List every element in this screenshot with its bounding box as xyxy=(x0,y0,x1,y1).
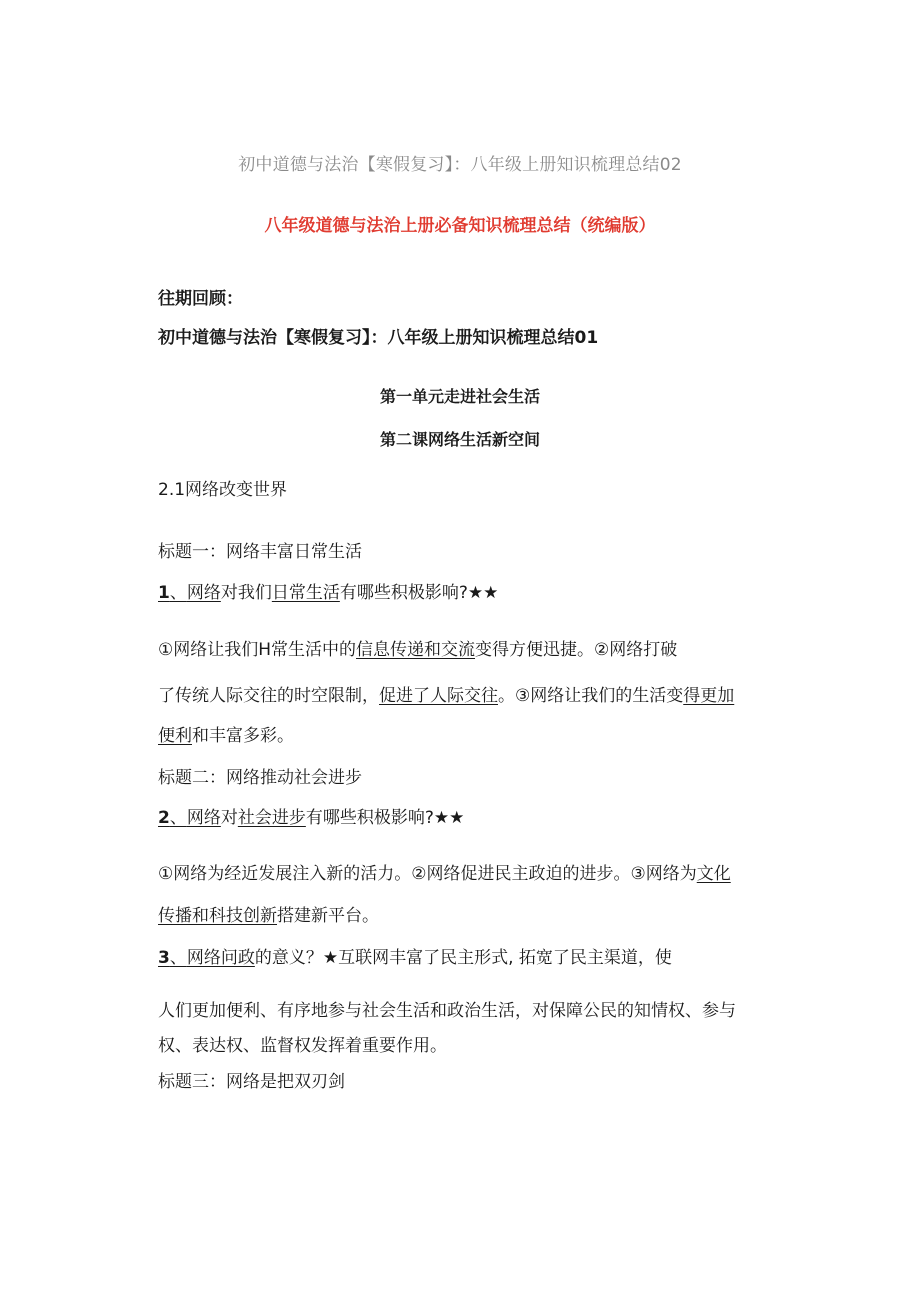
answer-2-line-2 xyxy=(158,904,379,928)
question-3-text: 的意义？★互联网丰富了民主形式, 拓宽了民主渠道，使 xyxy=(254,948,672,968)
question-2-keyword-2: 社会进步 xyxy=(237,808,306,828)
question-2-text-2: 有哪些积极影响?★★ xyxy=(305,808,465,828)
answer-2-text-2: 搭建新平台。 xyxy=(277,906,379,926)
question-1-sep: 、 xyxy=(169,583,187,603)
document-subtitle: 八年级道德与法治上册必备知识梳理总结（统编版） xyxy=(264,216,656,236)
answer-3-line-2: 权、表达权、监督权发挥着重要作用。 xyxy=(158,1036,447,1056)
heading-two: 标题二：网络推动社会进步 xyxy=(158,768,362,788)
question-1-text-2: 有哪些积极影响?★★ xyxy=(339,583,499,603)
question-1-number: 1 xyxy=(158,583,170,603)
review-label: 往期回顾： xyxy=(158,289,243,309)
answer-1-keyword-4: 便利 xyxy=(158,726,192,746)
answer-1-keyword-2: 促进了人际交往 xyxy=(379,686,498,706)
question-2-sep: 、 xyxy=(169,808,187,828)
heading-one: 标题一：网络丰富日常生活 xyxy=(158,542,362,562)
question-3-sep: 、 xyxy=(169,948,187,968)
heading-three: 标题三：网络是把双刃剑 xyxy=(158,1072,345,1092)
answer-1-line-3 xyxy=(158,724,294,748)
answer-1-text-2: 变得方便迅捷。②网络打破 xyxy=(475,640,678,660)
question-3 xyxy=(158,946,672,970)
answer-1-text-3: 了传统人际交往的时空限制， xyxy=(158,686,379,706)
answer-2-text: ①网络为经近发展注入新的活力。②网络促进民主政迫的进步。③网络为 xyxy=(158,864,697,884)
answer-2-line-1 xyxy=(158,862,731,886)
answer-2-keyword: 文化 xyxy=(696,864,731,884)
question-1-keyword-2: 日常生活 xyxy=(271,583,340,603)
answer-1-keyword-3: 得更加 xyxy=(683,686,735,706)
lesson-title: 第二课网络生活新空间 xyxy=(379,430,540,449)
answer-3-line-1: 人们更加便利、有序地参与社会生活和政治生活，对保障公民的知情权、参与 xyxy=(158,1001,736,1021)
answer-1-text-4: 。③网络让我们的生活变 xyxy=(498,686,684,706)
question-1-text: 对我们 xyxy=(220,583,272,603)
question-1 xyxy=(158,581,498,605)
answer-1-keyword: 信息传递和交流 xyxy=(356,640,476,660)
question-2-keyword: 网络 xyxy=(186,808,221,828)
answer-1-line-2 xyxy=(158,684,734,708)
question-3-keyword: 网络问政 xyxy=(186,948,255,968)
question-1-keyword: 网络 xyxy=(186,583,221,603)
previous-article-link[interactable]: 初中道德与法治【寒假复习】：八年级上册知识梳理总结01 xyxy=(158,328,599,348)
question-2-number: 2 xyxy=(158,808,170,828)
question-3-number: 3 xyxy=(158,948,170,968)
section-title: 2.1网络改变世界 xyxy=(158,480,288,500)
question-2 xyxy=(158,806,464,830)
document-title: 初中道德与法治【寒假复习】：八年级上册知识梳理总结02 xyxy=(238,155,682,175)
unit-title: 第一单元走进社会生活 xyxy=(379,387,540,406)
answer-1-line-1 xyxy=(158,638,677,662)
answer-2-keyword-2: 传播和科技创新 xyxy=(158,906,277,926)
question-2-text: 对 xyxy=(220,808,238,828)
answer-1-text-5: 和丰富多彩。 xyxy=(192,726,294,746)
answer-1-text: ①网络让我们H常生活中的 xyxy=(158,640,357,660)
